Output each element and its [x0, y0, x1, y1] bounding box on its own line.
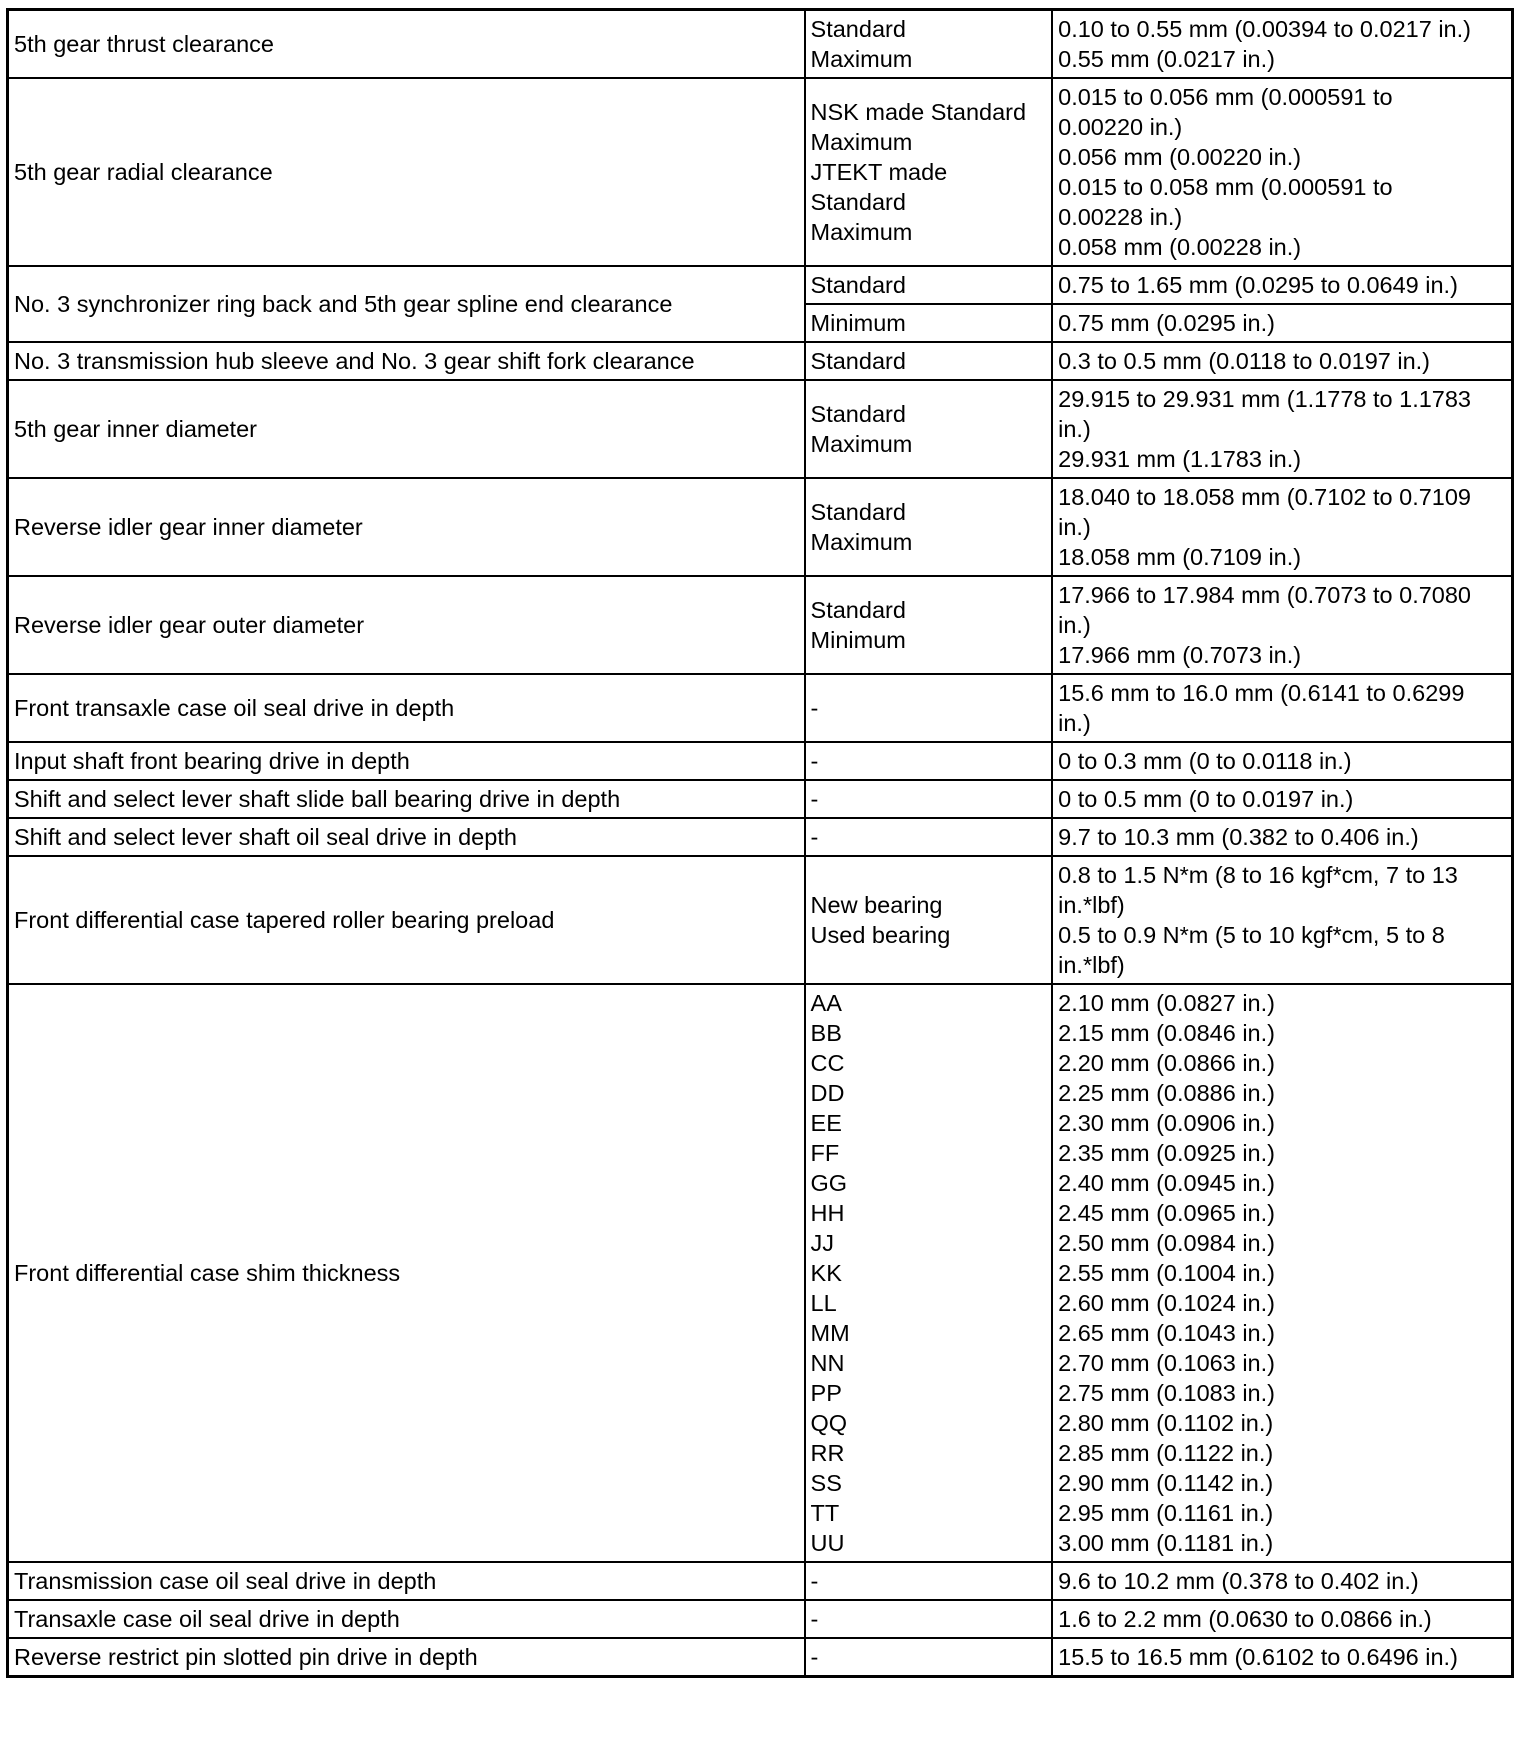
condition-label: AA — [810, 990, 842, 1016]
value-text: 0.015 to 0.056 mm (0.000591 to — [1058, 84, 1393, 110]
value-text: 0.10 to 0.55 mm (0.00394 to 0.0217 in.) — [1058, 16, 1471, 42]
condition-label: Maximum — [810, 219, 913, 245]
item-cell — [8, 576, 805, 674]
condition-label: Standard — [810, 348, 906, 374]
value-text: 0.058 mm (0.00228 in.) — [1058, 234, 1302, 260]
item-label: No. 3 synchronizer ring back and 5th gear spline end clearance — [14, 291, 673, 317]
item-label: Shift and select lever shaft oil seal drive in depth — [14, 824, 517, 850]
table-row — [8, 1562, 1513, 1600]
condition-label: LL — [810, 1290, 837, 1316]
value-text: 0.5 to 0.9 N*m (5 to 10 kgf*cm, 5 to 8 — [1058, 922, 1445, 948]
table-row — [8, 984, 1513, 1562]
value-text: 9.7 to 10.3 mm (0.382 to 0.406 in.) — [1058, 824, 1419, 850]
value-text: 15.5 to 16.5 mm (0.6102 to 0.6496 in.) — [1058, 1644, 1458, 1670]
item-cell — [8, 478, 805, 576]
value-text: 2.95 mm (0.1161 in.) — [1058, 1500, 1274, 1526]
condition-label: Standard — [810, 401, 906, 427]
value-cell — [1052, 818, 1512, 856]
value-text: 2.70 mm (0.1063 in.) — [1058, 1350, 1275, 1376]
condition-label: - — [810, 786, 819, 812]
condition-label: Maximum — [810, 529, 913, 555]
condition-label: New bearing — [810, 892, 943, 918]
condition-label: GG — [810, 1170, 848, 1196]
condition-label: FF — [810, 1140, 840, 1166]
value-text: in.*lbf) — [1058, 892, 1125, 918]
value-text: 2.15 mm (0.0846 in.) — [1058, 1020, 1275, 1046]
item-cell — [8, 856, 805, 984]
value-cell — [1052, 742, 1512, 780]
condition-label: - — [810, 1644, 819, 1670]
condition-label: UU — [810, 1530, 845, 1556]
condition-label: SS — [810, 1470, 842, 1496]
condition-label: JJ — [810, 1230, 835, 1256]
item-label: Reverse idler gear outer diameter — [14, 612, 365, 638]
condition-label: - — [810, 695, 819, 721]
value-text: 18.040 to 18.058 mm (0.7102 to 0.7109 — [1058, 484, 1471, 510]
condition-label: JTEKT made — [810, 159, 948, 185]
condition-cell — [805, 674, 1053, 742]
condition-label: EE — [810, 1110, 842, 1136]
value-text: 0.75 mm (0.0295 in.) — [1058, 310, 1275, 336]
condition-label: Maximum — [810, 129, 913, 155]
value-text: 17.966 mm (0.7073 in.) — [1058, 642, 1302, 668]
value-text: 2.55 mm (0.1004 in.) — [1058, 1260, 1275, 1286]
condition-label: - — [810, 824, 819, 850]
item-cell — [8, 266, 805, 342]
condition-cell — [805, 304, 1053, 342]
table-row — [8, 742, 1513, 780]
item-label: Reverse restrict pin slotted pin drive in depth — [14, 1644, 478, 1670]
value-text: 2.80 mm (0.1102 in.) — [1058, 1410, 1274, 1436]
table-row — [8, 674, 1513, 742]
value-text: 0 to 0.3 mm (0 to 0.0118 in.) — [1058, 748, 1352, 774]
value-text: 2.85 mm (0.1122 in.) — [1058, 1440, 1274, 1466]
value-text: 0 to 0.5 mm (0 to 0.0197 in.) — [1058, 786, 1354, 812]
value-text: 2.10 mm (0.0827 in.) — [1058, 990, 1275, 1016]
value-text: 2.65 mm (0.1043 in.) — [1058, 1320, 1275, 1346]
item-label: 5th gear radial clearance — [14, 159, 273, 185]
value-cell — [1052, 984, 1512, 1562]
condition-label: Maximum — [810, 46, 913, 72]
value-cell — [1052, 342, 1512, 380]
value-text: 0.015 to 0.058 mm (0.000591 to — [1058, 174, 1393, 200]
condition-label: KK — [810, 1260, 842, 1286]
value-text: 2.45 mm (0.0965 in.) — [1058, 1200, 1275, 1226]
value-cell — [1052, 1600, 1512, 1638]
value-text: 2.25 mm (0.0886 in.) — [1058, 1080, 1275, 1106]
value-cell — [1052, 380, 1512, 478]
item-label: Front transaxle case oil seal drive in depth — [14, 695, 455, 721]
value-text: 0.00228 in.) — [1058, 204, 1183, 230]
value-cell — [1052, 10, 1512, 79]
item-label: Shift and select lever shaft slide ball bearing drive in depth — [14, 786, 621, 812]
condition-cell — [805, 984, 1053, 1562]
condition-label: - — [810, 748, 819, 774]
item-label: Front differential case tapered roller bearing preload — [14, 907, 555, 933]
value-text: 18.058 mm (0.7109 in.) — [1058, 544, 1302, 570]
value-text: 2.75 mm (0.1083 in.) — [1058, 1380, 1275, 1406]
condition-label: CC — [810, 1050, 845, 1076]
value-text: 2.30 mm (0.0906 in.) — [1058, 1110, 1275, 1136]
condition-cell — [805, 1600, 1053, 1638]
value-cell — [1052, 780, 1512, 818]
table-row — [8, 342, 1513, 380]
item-cell — [8, 10, 805, 79]
value-text: 2.35 mm (0.0925 in.) — [1058, 1140, 1275, 1166]
value-text: 0.75 to 1.65 mm (0.0295 to 0.0649 in.) — [1058, 272, 1458, 298]
condition-label: Standard — [810, 189, 906, 215]
value-text: 0.056 mm (0.00220 in.) — [1058, 144, 1302, 170]
item-cell — [8, 780, 805, 818]
table-row — [8, 856, 1513, 984]
item-label: Input shaft front bearing drive in depth — [14, 748, 410, 774]
condition-cell — [805, 478, 1053, 576]
condition-label: NSK made Standard — [810, 99, 1027, 125]
value-text: 0.00220 in.) — [1058, 114, 1183, 140]
value-text: 0.8 to 1.5 N*m (8 to 16 kgf*cm, 7 to 13 — [1058, 862, 1458, 888]
table-row — [8, 818, 1513, 856]
value-text: 2.40 mm (0.0945 in.) — [1058, 1170, 1275, 1196]
value-text: 0.55 mm (0.0217 in.) — [1058, 46, 1275, 72]
item-label: Reverse idler gear inner diameter — [14, 514, 363, 540]
condition-label: MM — [810, 1320, 850, 1346]
item-cell — [8, 342, 805, 380]
value-text: 2.50 mm (0.0984 in.) — [1058, 1230, 1275, 1256]
condition-label: BB — [810, 1020, 842, 1046]
table-row — [8, 380, 1513, 478]
value-text: 2.20 mm (0.0866 in.) — [1058, 1050, 1275, 1076]
condition-cell — [805, 1638, 1053, 1677]
condition-cell — [805, 1562, 1053, 1600]
condition-label: TT — [810, 1500, 840, 1526]
condition-label: Standard — [810, 499, 906, 525]
item-label: 5th gear inner diameter — [14, 416, 257, 442]
condition-label: Standard — [810, 272, 906, 298]
condition-cell — [805, 78, 1053, 266]
condition-label: Minimum — [810, 310, 906, 336]
table-row — [8, 266, 1513, 304]
value-text: 29.915 to 29.931 mm (1.1778 to 1.1783 — [1058, 386, 1471, 412]
table-row — [8, 576, 1513, 674]
value-text: in.) — [1058, 710, 1091, 736]
condition-cell — [805, 780, 1053, 818]
item-label: 5th gear thrust clearance — [14, 31, 274, 57]
value-cell — [1052, 1562, 1512, 1600]
value-text: in.) — [1058, 514, 1091, 540]
condition-label: Maximum — [810, 431, 913, 457]
value-cell — [1052, 856, 1512, 984]
value-text: 1.6 to 2.2 mm (0.0630 to 0.0866 in.) — [1058, 1606, 1432, 1632]
condition-label: NN — [810, 1350, 845, 1376]
value-cell — [1052, 266, 1512, 304]
condition-cell — [805, 818, 1053, 856]
item-cell — [8, 380, 805, 478]
item-label: Transmission case oil seal drive in depth — [14, 1568, 437, 1594]
table-row — [8, 478, 1513, 576]
value-text: 2.60 mm (0.1024 in.) — [1058, 1290, 1275, 1316]
value-cell — [1052, 304, 1512, 342]
value-text: 2.90 mm (0.1142 in.) — [1058, 1470, 1274, 1496]
table-row — [8, 780, 1513, 818]
value-text: 9.6 to 10.2 mm (0.378 to 0.402 in.) — [1058, 1568, 1419, 1594]
item-label: Transaxle case oil seal drive in depth — [14, 1606, 400, 1632]
table-row — [8, 1600, 1513, 1638]
condition-cell — [805, 856, 1053, 984]
value-text: in.*lbf) — [1058, 952, 1125, 978]
value-text: 0.3 to 0.5 mm (0.0118 to 0.0197 in.) — [1058, 348, 1431, 374]
value-text: 3.00 mm (0.1181 in.) — [1058, 1530, 1274, 1556]
specification-table — [6, 8, 1514, 1678]
specification-table-body — [8, 10, 1513, 1677]
condition-cell — [805, 576, 1053, 674]
item-label: Front differential case shim thickness — [14, 1260, 401, 1286]
condition-cell — [805, 10, 1053, 79]
condition-label: Minimum — [810, 627, 906, 653]
table-row — [8, 1638, 1513, 1677]
value-cell — [1052, 478, 1512, 576]
table-row — [8, 78, 1513, 266]
table-row — [8, 10, 1513, 79]
item-cell — [8, 674, 805, 742]
condition-label: QQ — [810, 1410, 848, 1436]
condition-cell — [805, 266, 1053, 304]
condition-label: Standard — [810, 597, 906, 623]
condition-label: PP — [810, 1380, 842, 1406]
item-cell — [8, 984, 805, 1562]
value-cell — [1052, 674, 1512, 742]
value-cell — [1052, 576, 1512, 674]
condition-label: DD — [810, 1080, 845, 1106]
value-text: 15.6 mm to 16.0 mm (0.6141 to 0.6299 — [1058, 680, 1465, 706]
value-cell — [1052, 1638, 1512, 1677]
condition-label: - — [810, 1606, 819, 1632]
condition-label: - — [810, 1568, 819, 1594]
condition-label: Standard — [810, 16, 906, 42]
value-text: 17.966 to 17.984 mm (0.7073 to 0.7080 — [1058, 582, 1471, 608]
item-cell — [8, 818, 805, 856]
item-label: No. 3 transmission hub sleeve and No. 3 gear shift fork clearance — [14, 348, 695, 374]
value-text: in.) — [1058, 416, 1091, 442]
condition-label: HH — [810, 1200, 845, 1226]
condition-label: RR — [810, 1440, 845, 1466]
item-cell — [8, 742, 805, 780]
item-cell — [8, 1638, 805, 1677]
value-text: in.) — [1058, 612, 1091, 638]
value-cell — [1052, 78, 1512, 266]
value-text: 29.931 mm (1.1783 in.) — [1058, 446, 1302, 472]
condition-cell — [805, 742, 1053, 780]
condition-cell — [805, 342, 1053, 380]
item-cell — [8, 1562, 805, 1600]
condition-label: Used bearing — [810, 922, 951, 948]
item-cell — [8, 1600, 805, 1638]
item-cell — [8, 78, 805, 266]
condition-cell — [805, 380, 1053, 478]
